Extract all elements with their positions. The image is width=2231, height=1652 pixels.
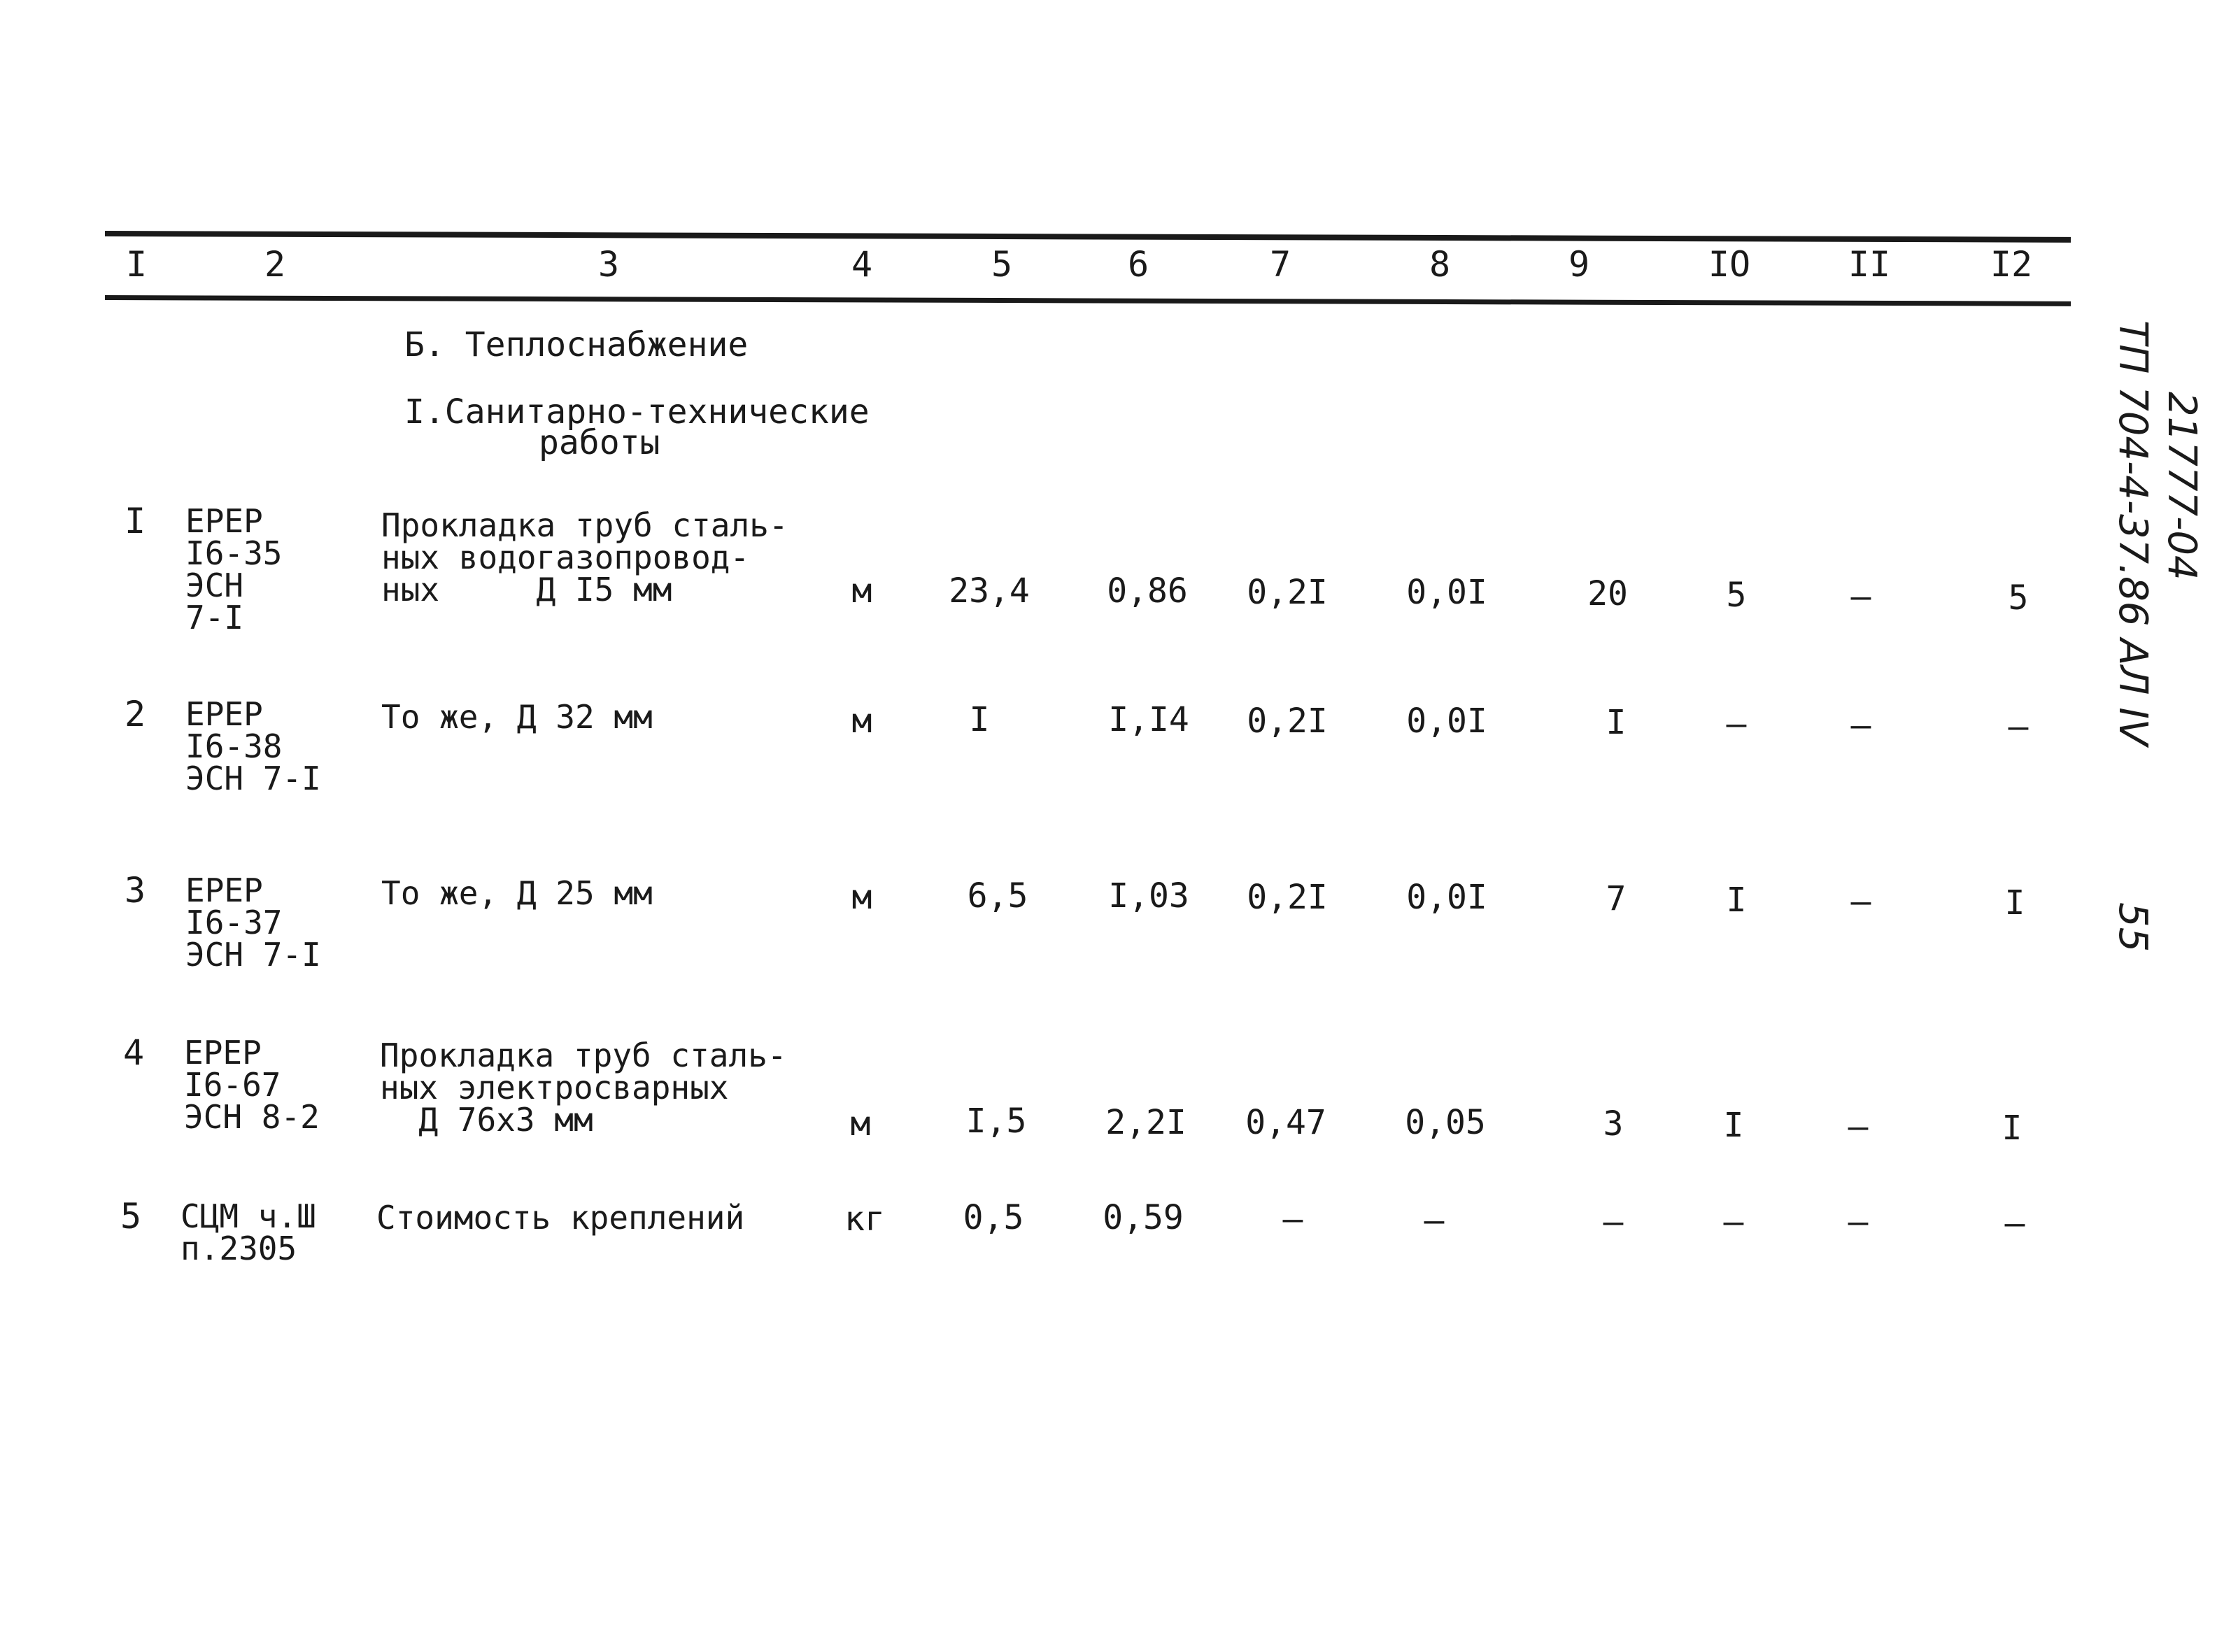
row-number: 4	[123, 1032, 145, 1073]
margin-note-inventory-number: 21777-04	[2159, 392, 2204, 581]
row-name-line: ных электросварных	[380, 1069, 729, 1106]
row-value-col9: 3	[1603, 1104, 1624, 1144]
row-code-line: I6-38	[185, 727, 283, 765]
row-value-col6: 2,2I	[1105, 1103, 1187, 1142]
margin-note-project-code: ТП 704-4-37.86 АЛ IV	[2110, 320, 2155, 746]
row-value-col11: –	[1848, 1202, 1869, 1241]
row-name-line: ных водогазопровод-	[381, 539, 750, 576]
row-value-col12: –	[2008, 707, 2029, 746]
row-value-col5: 6,5	[967, 876, 1028, 916]
row-code-line: ЕРЕР	[184, 1034, 262, 1071]
row-code-line: ЕРЕР	[185, 871, 263, 909]
column-number: 8	[1429, 244, 1451, 285]
row-unit: м	[851, 702, 872, 741]
row-code-line: п.2305	[180, 1230, 297, 1267]
row-value-col10: I	[1723, 1106, 1744, 1145]
column-number: IO	[1708, 244, 1751, 285]
subsection-title-line1: I.Санитарно-технические	[404, 392, 870, 432]
column-number: 2	[264, 244, 286, 285]
row-value-col12: –	[2004, 1204, 2025, 1243]
row-code-line: ЭСН	[185, 567, 244, 604]
row-number: 3	[125, 870, 146, 911]
row-code-line: I6-35	[185, 534, 283, 572]
row-value-col7: 0,2I	[1247, 573, 1328, 612]
row-value-col5: 0,5	[963, 1198, 1024, 1237]
column-number: 3	[597, 244, 620, 285]
row-unit: кг	[844, 1199, 885, 1239]
row-code-line: СЦМ ч.Ш	[180, 1197, 316, 1235]
row-name-line: То же, Д 32 мм	[381, 698, 653, 736]
row-value-col6: 0,59	[1103, 1198, 1184, 1237]
row-value-col11: –	[1850, 577, 1871, 616]
column-number: 7	[1269, 244, 1291, 285]
row-code-line: ЭСН 8-2	[184, 1098, 320, 1136]
column-number: 6	[1127, 244, 1149, 285]
row-name-line: Д 76х3 мм	[380, 1101, 593, 1139]
row-value-col7: 0,2I	[1247, 702, 1328, 741]
column-number: 5	[991, 244, 1013, 285]
row-name-line: Прокладка труб сталь-	[380, 1037, 787, 1074]
row-value-col11: –	[1848, 1107, 1869, 1146]
row-value-col8: 0,0I	[1406, 702, 1487, 741]
column-number: 4	[851, 244, 873, 285]
page-number: 55	[2110, 902, 2155, 953]
row-unit: м	[851, 571, 872, 611]
row-value-col6: I,I4	[1108, 700, 1189, 739]
section-title: Б. Теплоснабжение	[404, 325, 749, 364]
table-top-rule	[105, 231, 2071, 243]
row-code-line: I6-37	[185, 904, 283, 941]
row-name-line: ных Д I5 мм	[381, 571, 672, 608]
row-name-line: То же, Д 25 мм	[381, 874, 653, 912]
row-code-line: ЕРЕР	[185, 695, 263, 733]
row-value-col7: 0,2I	[1247, 878, 1328, 917]
row-name-line: Стоимость креплений	[376, 1199, 745, 1237]
row-value-col8: 0,05	[1405, 1103, 1486, 1142]
row-value-col10: –	[1726, 704, 1747, 743]
row-value-col12: I	[2004, 883, 2025, 923]
row-code-line: ЭСН 7-I	[185, 936, 321, 974]
row-code-line: ЕРЕР	[185, 502, 263, 540]
row-code-line: ЭСН 7-I	[185, 760, 321, 797]
row-value-col10: 5	[1726, 576, 1747, 615]
row-value-col5: I	[969, 700, 990, 739]
row-unit: м	[851, 878, 872, 917]
row-number: I	[125, 501, 146, 541]
row-name-line: Прокладка труб сталь-	[381, 506, 788, 544]
row-value-col12: 5	[2008, 578, 2029, 618]
column-number: II	[1848, 244, 1891, 285]
table-header-rule	[105, 295, 2071, 306]
row-value-col10: I	[1726, 881, 1747, 920]
row-value-col11: –	[1850, 882, 1871, 921]
row-value-col11: –	[1850, 706, 1871, 745]
row-value-col5: I,5	[965, 1102, 1027, 1141]
subsection-title-line2: работы	[539, 423, 660, 462]
row-code-line: 7-I	[185, 599, 244, 636]
row-value-col6: I,03	[1108, 876, 1189, 916]
column-number: I2	[1990, 244, 2033, 285]
row-value-col9: I	[1606, 703, 1627, 742]
row-number: 5	[120, 1196, 142, 1237]
row-value-col8: –	[1424, 1201, 1445, 1240]
row-value-col9: –	[1603, 1202, 1624, 1241]
row-unit: м	[850, 1104, 871, 1144]
row-value-col7: –	[1282, 1199, 1303, 1239]
row-value-col6: 0,86	[1107, 571, 1188, 611]
row-value-col10: –	[1723, 1202, 1744, 1241]
row-value-col8: 0,0I	[1406, 573, 1487, 612]
column-number: I	[125, 244, 148, 285]
row-code-line: I6-67	[184, 1066, 281, 1104]
row-value-col12: I	[2002, 1109, 2023, 1148]
row-value-col5: 23,4	[949, 571, 1030, 611]
column-number: 9	[1568, 244, 1590, 285]
row-value-col8: 0,0I	[1406, 878, 1487, 917]
row-number: 2	[125, 694, 146, 734]
row-value-col7: 0,47	[1245, 1103, 1326, 1142]
row-value-col9: 20	[1587, 574, 1628, 613]
row-value-col9: 7	[1606, 879, 1627, 918]
